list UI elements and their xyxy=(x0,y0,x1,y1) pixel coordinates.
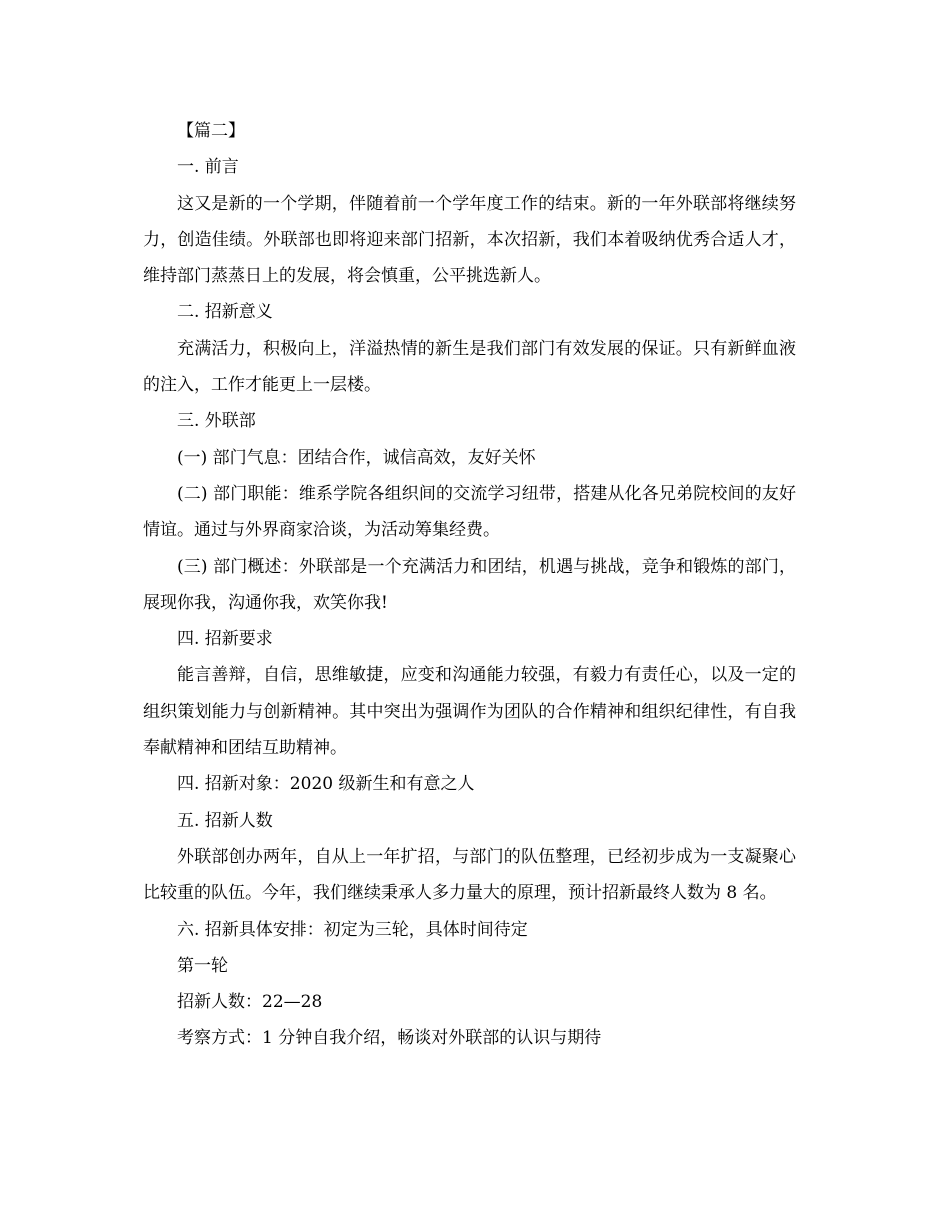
paragraph-first-round-number: 招新人数：22—28 xyxy=(177,992,323,1013)
heading-liaison-department: 三. 外联部 xyxy=(177,411,256,432)
heading-recruitment-meaning: 二. 招新意义 xyxy=(177,302,273,323)
heading-first-round: 第一轮 xyxy=(177,955,228,976)
heading-recruitment-number: 五. 招新人数 xyxy=(177,810,273,831)
paragraph-recruitment-number: 外联部创办两年，自从上一年扩招，与部门的队伍整理，已经初步成为一支凝聚心比较重的队伍。今年，我们继续秉承人多力量大的原理，预计招新最终人数为 8 名。 xyxy=(143,846,796,904)
paragraph-department-overview: (三) 部门概述：外联部是一个充满活力和团结，机遇与挑战，竞争和锻炼的部门，展现你我，沟通你我，欢笑你我! xyxy=(143,556,796,613)
section-marker: 【篇二】 xyxy=(177,121,245,141)
paragraph-recruitment-requirements: 能言善辩，自信，思维敏捷，应变和沟通能力较强，有毅力有责任心，以及一定的组织策划能力与创新精神。其中突出为强调作为团队的合作精神和组织纪律性，有自我奉献精神和团结互助精神。 xyxy=(143,665,796,759)
paragraph-department-function: (二) 部门职能：维系学院各组织间的交流学习纽带，搭建从化各兄弟院校间的友好情谊。通过与外界商家洽谈，为活动筹集经费。 xyxy=(143,483,796,541)
heading-recruitment-target: 四. 招新对象：2020 级新生和有意之人 xyxy=(177,774,475,795)
paragraph-preface: 这又是新的一个学期，伴随着前一个学年度工作的结束。新的一年外联部将继续努力，创造佳绩。外联部也即将迎来部门招新，本次招新，我们本着吸纳优秀合适人才，维持部门蒸蒸日上的发展，将会慎重，公平挑选新人。 xyxy=(143,193,796,287)
paragraph-department-spirit: (一) 部门气息：团结合作，诚信高效，友好关怀 xyxy=(177,447,536,468)
paragraph-recruitment-meaning: 充满活力，积极向上，洋溢热情的新生是我们部门有效发展的保证。只有新鲜血液的注入，工作才能更上一层楼。 xyxy=(143,338,796,396)
heading-recruitment-requirements: 四. 招新要求 xyxy=(177,629,273,650)
heading-recruitment-schedule: 六. 招新具体安排：初定为三轮，具体时间待定 xyxy=(177,919,528,940)
document-body xyxy=(143,113,796,1057)
heading-preface: 一. 前言 xyxy=(177,157,239,178)
paragraph-first-round-method: 考察方式：1 分钟自我介绍，畅谈对外联部的认识与期待 xyxy=(177,1028,602,1049)
